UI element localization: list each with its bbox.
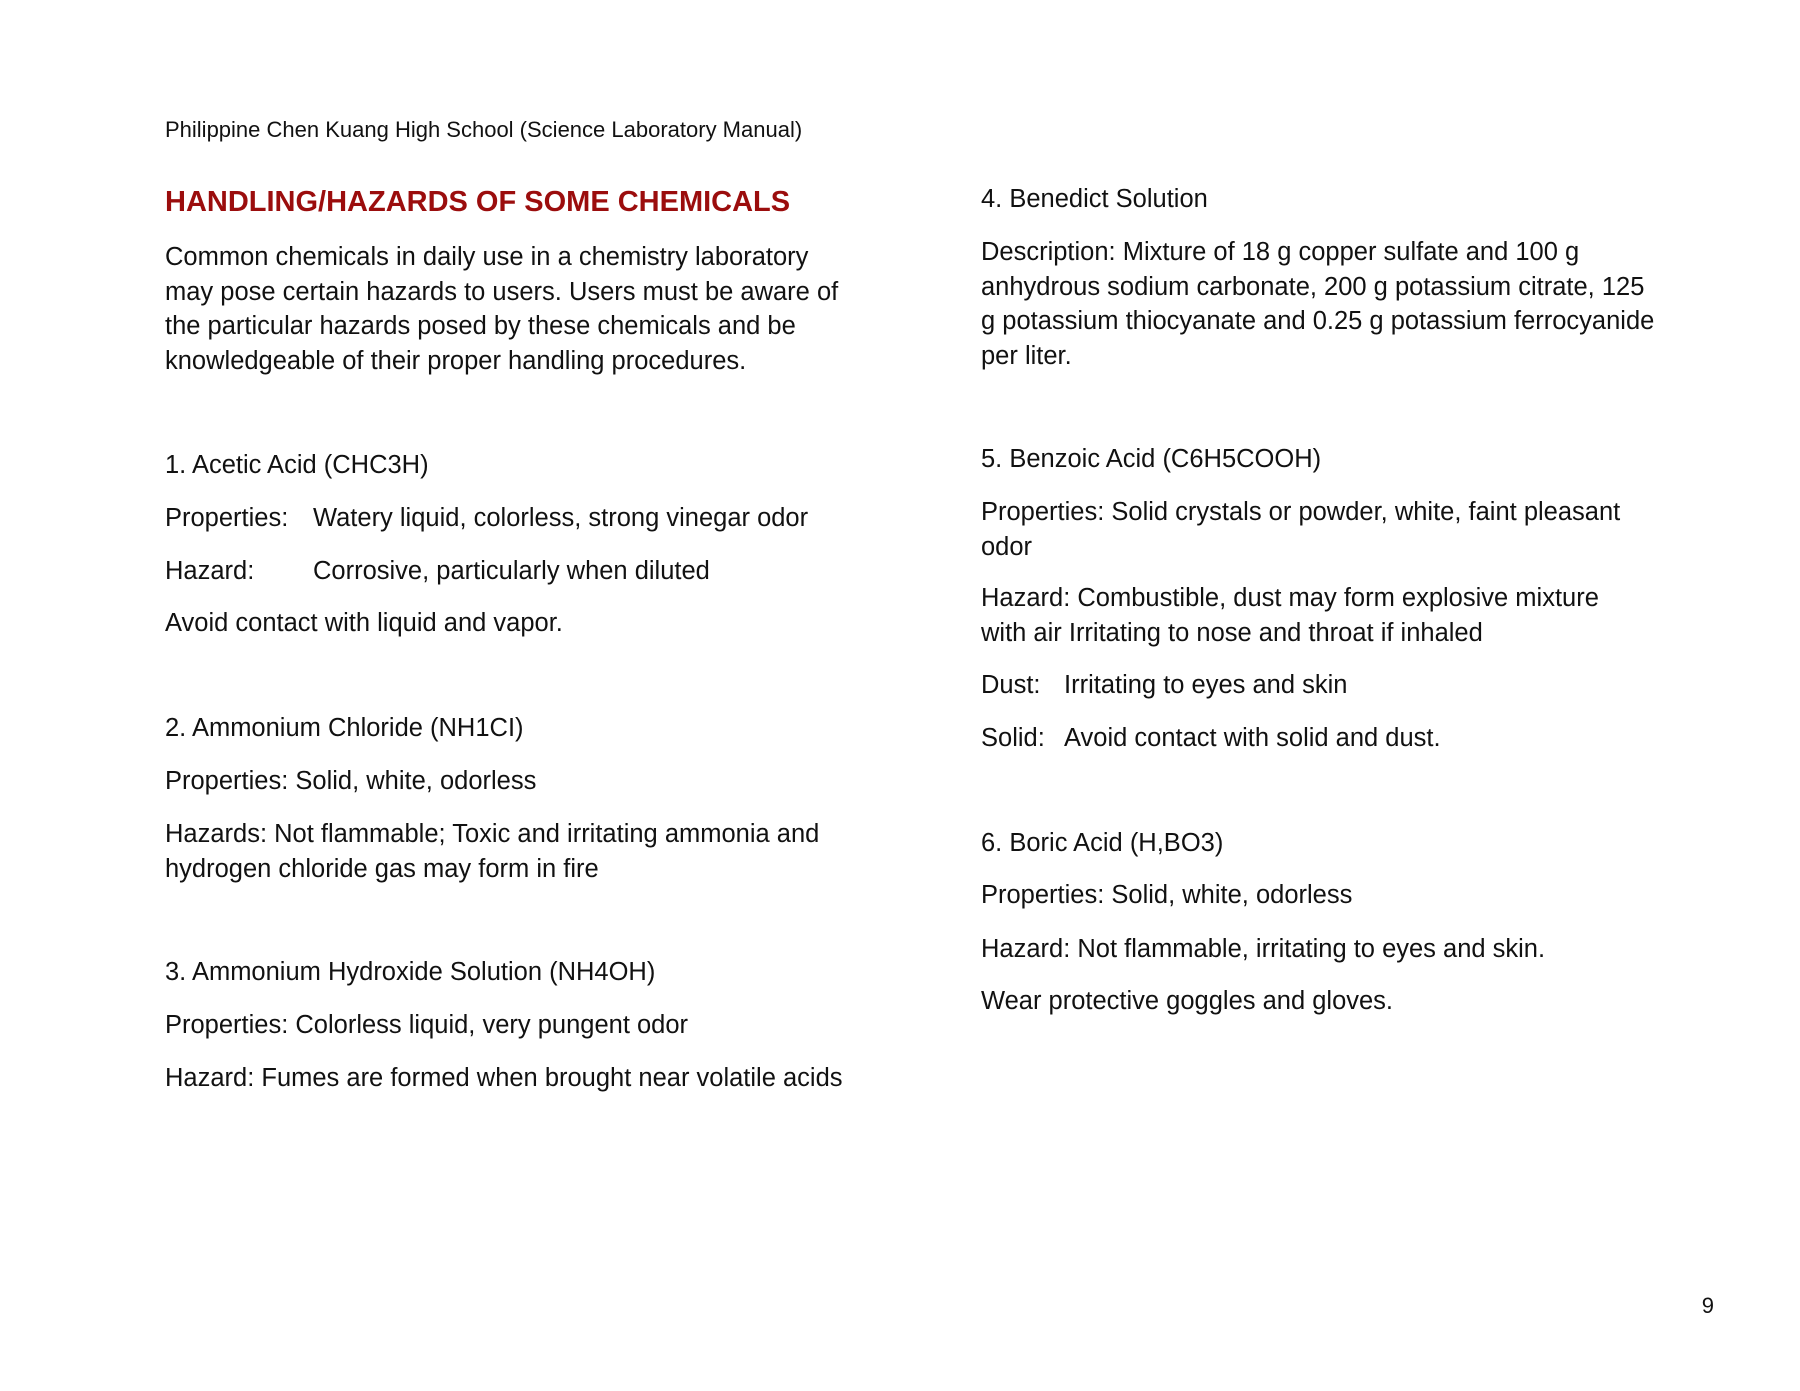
properties-line: odor	[981, 532, 1033, 561]
running-header: Philippine Chen Kuang High School (Science Laboratory Manual)	[165, 117, 803, 142]
hazard-line: Hazards: Not flammable; Toxic and irritating ammonia and	[165, 820, 820, 848]
intro-line: may pose certain hazards to users. Users must be aware of	[165, 277, 839, 306]
item-4-heading: 4. Benedict Solution	[981, 185, 1208, 213]
hazard-label: Hazard:	[165, 557, 255, 585]
page-number: 9	[1701, 1293, 1714, 1318]
item-1-note: Avoid contact with liquid and vapor.	[165, 609, 563, 637]
item-2-heading: 2. Ammonium Chloride (NH1CI)	[165, 714, 524, 742]
item-5-hazard	[981, 581, 1599, 650]
hazard-line: hydrogen chloride gas may form in fire	[165, 854, 599, 883]
intro-line: knowledgeable of their proper handling procedures.	[165, 346, 747, 375]
item-6-note: Wear protective goggles and gloves.	[981, 987, 1394, 1015]
solid-label: Solid:	[981, 724, 1045, 752]
item-2-hazards	[165, 817, 819, 886]
intro-line: the particular hazards posed by these chemicals and be	[165, 312, 796, 340]
item-3-heading: 3. Ammonium Hydroxide Solution (NH4OH)	[165, 958, 656, 986]
properties-label: Properties:	[165, 504, 289, 532]
intro-paragraph	[165, 240, 838, 378]
hazard-line: with air Irritating to nose and throat if inhaled	[981, 618, 1483, 647]
hazard-line: Hazard: Combustible, dust may form explosive mixture	[981, 584, 1599, 612]
item-1-properties	[165, 501, 808, 536]
intro-line: Common chemicals in daily use in a chemistry laboratory	[165, 243, 809, 271]
item-3-hazard: Hazard: Fumes are formed when brought near volatile acids	[165, 1064, 843, 1092]
description-line: per liter.	[981, 341, 1072, 370]
item-5-properties	[981, 495, 1620, 564]
description-line: anhydrous sodium carbonate, 200 g potassium citrate, 125	[981, 272, 1645, 301]
item-5-solid	[981, 721, 1441, 756]
solid-value: Avoid contact with solid and dust.	[1064, 724, 1441, 752]
item-6-heading: 6. Boric Acid (H,BO3)	[981, 829, 1224, 857]
dust-label: Dust:	[981, 671, 1041, 699]
item-5-dust	[981, 668, 1347, 703]
dust-value: Irritating to eyes and skin	[1064, 671, 1348, 699]
item-4-description	[981, 235, 1654, 373]
item-5-heading: 5. Benzoic Acid (C6H5COOH)	[981, 445, 1322, 473]
item-2-properties: Properties: Solid, white, odorless	[165, 767, 537, 795]
item-1-heading: 1. Acetic Acid (CHC3H)	[165, 451, 429, 479]
description-line: Description: Mixture of 18 g copper sulfate and 100 g	[981, 238, 1580, 266]
description-line: g potassium thiocyanate and 0.25 g potassium ferrocyanide	[981, 307, 1655, 335]
properties-value: Watery liquid, colorless, strong vinegar odor	[313, 504, 809, 532]
page-title: HANDLING/HAZARDS OF SOME CHEMICALS	[165, 186, 791, 218]
hazard-value: Corrosive, particularly when diluted	[313, 557, 710, 585]
properties-line: Properties: Solid crystals or powder, white, faint pleasant	[981, 498, 1621, 526]
item-6-hazard: Hazard: Not flammable, irritating to eyes and skin.	[981, 935, 1546, 963]
item-3-properties: Properties: Colorless liquid, very pungent odor	[165, 1011, 689, 1039]
item-1-hazard	[165, 554, 710, 589]
item-6-properties: Properties: Solid, white, odorless	[981, 881, 1353, 909]
